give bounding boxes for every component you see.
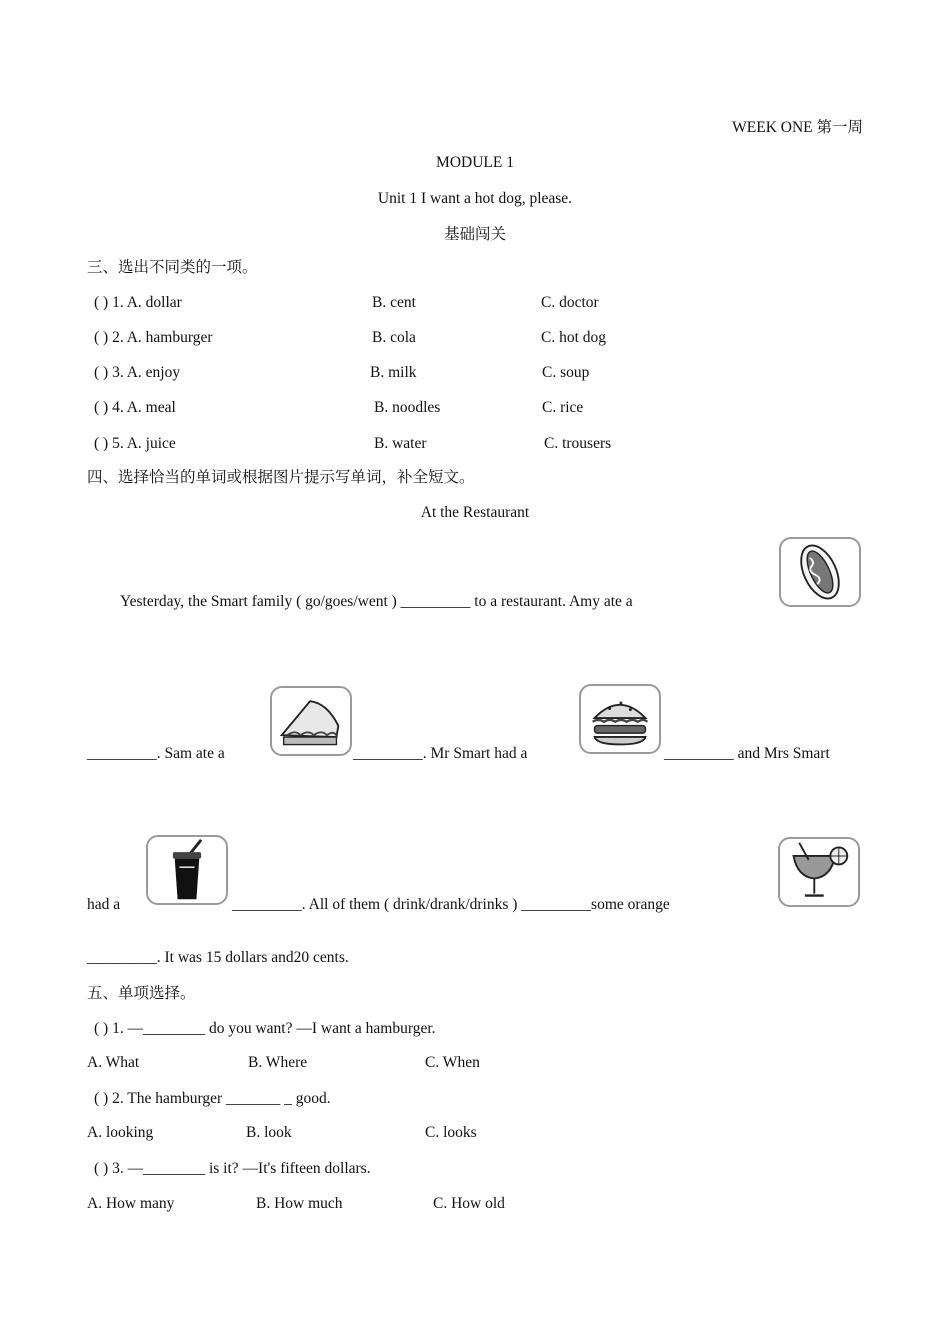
s5-q3-option-a: A. How many — [87, 1195, 175, 1212]
s3-q2-a: ( ) 2. A. hamburger — [94, 329, 213, 346]
s5-q3-option-b: B. How much — [256, 1195, 343, 1212]
s3-q4-a: ( ) 4. A. meal — [94, 399, 176, 416]
week-label: WEEK ONE 第一周 — [732, 119, 863, 136]
s5-question-2: ( ) 2. The hamburger _______ _ good. — [94, 1090, 331, 1107]
s5-q2-option-b: B. look — [246, 1124, 292, 1141]
section4-title: 四、选择恰当的单词或根据图片提示写单词，补全短文。 — [87, 469, 475, 486]
cola-picture — [146, 835, 228, 905]
unit-title: Unit 1 I want a hot dog, please. — [377, 190, 573, 207]
story-line-3b: _________. All of them ( drink/drank/drinks ) _________some orange — [232, 896, 670, 913]
hot-dog-icon — [781, 539, 859, 605]
s3-q4-c: C. rice — [542, 399, 584, 416]
s3-q2-b: B. cola — [372, 329, 416, 346]
module-title: MODULE 1 — [436, 154, 514, 171]
s3-q3-a: ( ) 3. A. enjoy — [94, 364, 181, 381]
story-line-2c: _________ and Mrs Smart — [664, 745, 830, 762]
hamburger-icon — [581, 686, 659, 752]
hamburger-picture — [579, 684, 661, 754]
s5-q1-option-a: A. What — [87, 1054, 140, 1071]
s3-q3-b: B. milk — [370, 364, 417, 381]
story-line-1: Yesterday, the Smart family ( go/goes/went ) _________ to a restaurant. Amy ate a — [120, 593, 633, 610]
sandwich-icon — [272, 688, 350, 754]
story-title: At the Restaurant — [420, 504, 530, 521]
section3-title: 三、选出不同类的一项。 — [87, 259, 258, 276]
juice-icon — [780, 839, 858, 905]
hot-dog-picture — [779, 537, 861, 607]
s3-q2-c: C. hot dog — [541, 329, 607, 346]
s5-q1-option-c: C. When — [425, 1054, 480, 1071]
s5-q1-option-b: B. Where — [248, 1054, 308, 1071]
s3-q5-b: B. water — [374, 435, 427, 452]
s3-q5-c: C. trousers — [544, 435, 612, 452]
s5-q2-option-a: A. looking — [87, 1124, 154, 1141]
story-line-2b: _________. Mr Smart had a — [353, 745, 528, 762]
story-line-3a: had a — [87, 896, 121, 913]
story-line-2a: _________. Sam ate a — [87, 745, 225, 762]
juice-picture — [778, 837, 860, 907]
s3-q4-b: B. noodles — [374, 399, 441, 416]
s3-q5-a: ( ) 5. A. juice — [94, 435, 176, 452]
cola-icon — [148, 837, 226, 903]
s5-question-3: ( ) 3. —________ is it? —It's fifteen dollars. — [94, 1160, 371, 1177]
level-title: 基础闯关 — [443, 226, 506, 243]
story-line-4: _________. It was 15 dollars and20 cents. — [87, 949, 349, 966]
s3-q3-c: C. soup — [542, 364, 590, 381]
s5-q2-option-c: C. looks — [425, 1124, 477, 1141]
s5-question-1: ( ) 1. —________ do you want? —I want a hamburger. — [94, 1020, 436, 1037]
s3-q1-b: B. cent — [372, 294, 416, 311]
s5-q3-option-c: C. How old — [433, 1195, 505, 1212]
sandwich-picture — [270, 686, 352, 756]
s3-q1-a: ( ) 1. A. dollar — [94, 294, 182, 311]
section5-title: 五、单项选择。 — [87, 985, 196, 1002]
s3-q1-c: C. doctor — [541, 294, 599, 311]
